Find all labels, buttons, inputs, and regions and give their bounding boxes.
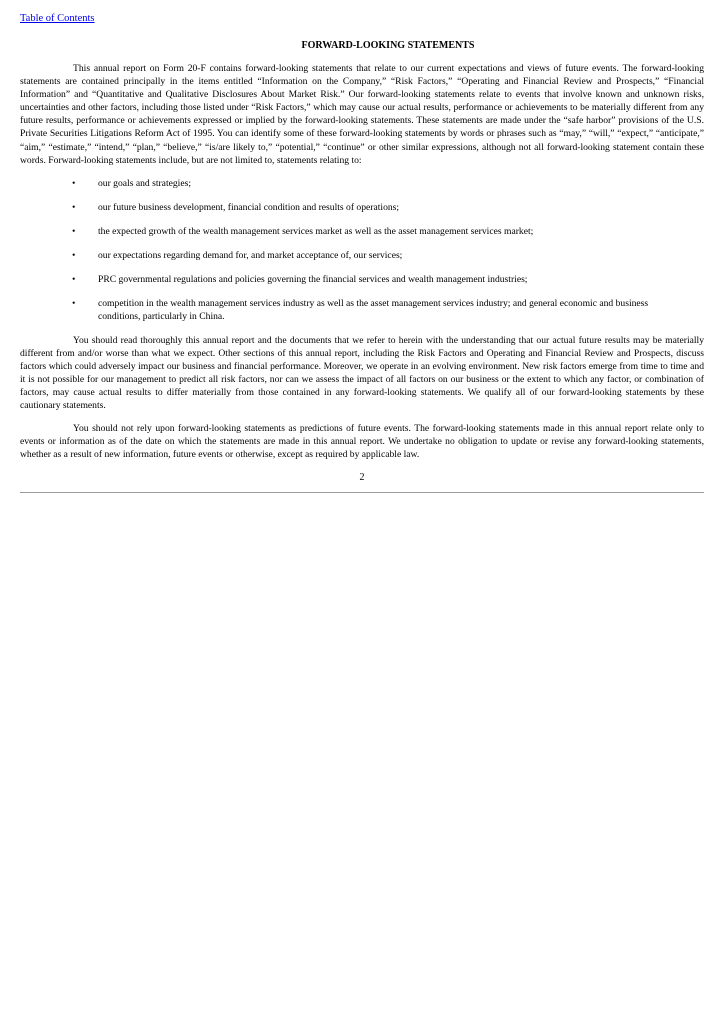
forward-looking-topics-list — [20, 177, 704, 323]
reliance-paragraph: You should not rely upon forward-looking statements as predictions of future events. The forward-looking statements made in this annual report relate only to events or information as of the date on which the statements are made in this annual report. We undertake no obligation to update or revise any forward-looking statements, whether as a result of new information, future events or otherwise, except as required by applicable law. — [20, 422, 704, 461]
list-item — [20, 201, 704, 214]
list-item — [20, 177, 704, 190]
list-item-text: the expected growth of the wealth management services market as well as the asset management services market; — [98, 225, 534, 237]
list-item-text: our future business development, financial condition and results of operations; — [98, 201, 400, 213]
page-number: 2 — [359, 471, 365, 483]
list-item-text: competition in the wealth management services industry as well as the asset management services industry; and general economic and business conditions, particularly in China. — [98, 297, 649, 322]
intro-paragraph: This annual report on Form 20-F contains forward-looking statements that relate to our current expectations and views of future events. The forward-looking statements are contained principally in the items entitled “Information on the Company,” “Risk Factors,” “Operating and Financial Review and Prospects,” “Financial Information” and “Quantitative and Qualitative Disclosures About Market Risk.” Our forward-looking statements relate to events that involve known and unknown risks, uncertainties and other factors, including those listed under “Risk Factors,” which may cause our actual results, performance or achievements to be materially different from any future results, performance or achievements expressed or implied by the forward-looking statements. These statements are made under the “safe harbor” provisions of the U.S. Private Securities Litigations Reform Act of 1995. You can identify some of these forward-looking statements by words or phrases such as “may,” “will,” “expect,” “anticipate,” “aim,” “estimate,” “intend,” “plan,” “believe,” “is/are likely to,” “potential,” “continue” or other similar expressions, although not all forward-looking statement contain these words. Forward-looking statements include, but are not limited to, statements relating to: — [20, 63, 704, 166]
bullet-icon: • — [72, 297, 76, 309]
section-title: FORWARD-LOOKING STATEMENTS — [301, 40, 475, 51]
risk-paragraph: You should read thoroughly this annual report and the documents that we refer to herein with the understanding that our actual future results may be materially different from and/or worse than what we expect. Other sections of this annual report, including the Risk Factors and Operating and Financial Review and Prospects, discuss factors which could adversely impact our business and financial performance. Moreover, we operate in an evolving environment. New risk factors emerge from time to time and it is not possible for our management to predict all risk factors, nor can we assess the impact of all factors on our business or the extent to which any factor, or combination of factors, may cause actual results to differ materially from those contained in any forward-looking statements. We qualify all of our forward-looking statements by these cautionary statements. — [20, 334, 704, 412]
list-item-text: our goals and strategies; — [98, 177, 191, 189]
table-of-contents-link[interactable]: Table of Contents — [20, 13, 95, 24]
bullet-icon: • — [72, 177, 76, 189]
list-item-text: our expectations regarding demand for, and market acceptance of, our services; — [98, 249, 403, 261]
list-item — [20, 249, 704, 262]
list-item-text: PRC governmental regulations and policies governing the financial services and wealth management industries; — [98, 273, 528, 285]
list-item — [20, 297, 704, 323]
list-item — [20, 225, 704, 238]
bullet-icon: • — [72, 273, 76, 285]
page-divider — [20, 492, 704, 493]
list-item — [20, 273, 704, 286]
bullet-icon: • — [72, 225, 76, 237]
bullet-icon: • — [72, 201, 76, 213]
bullet-icon: • — [72, 249, 76, 261]
